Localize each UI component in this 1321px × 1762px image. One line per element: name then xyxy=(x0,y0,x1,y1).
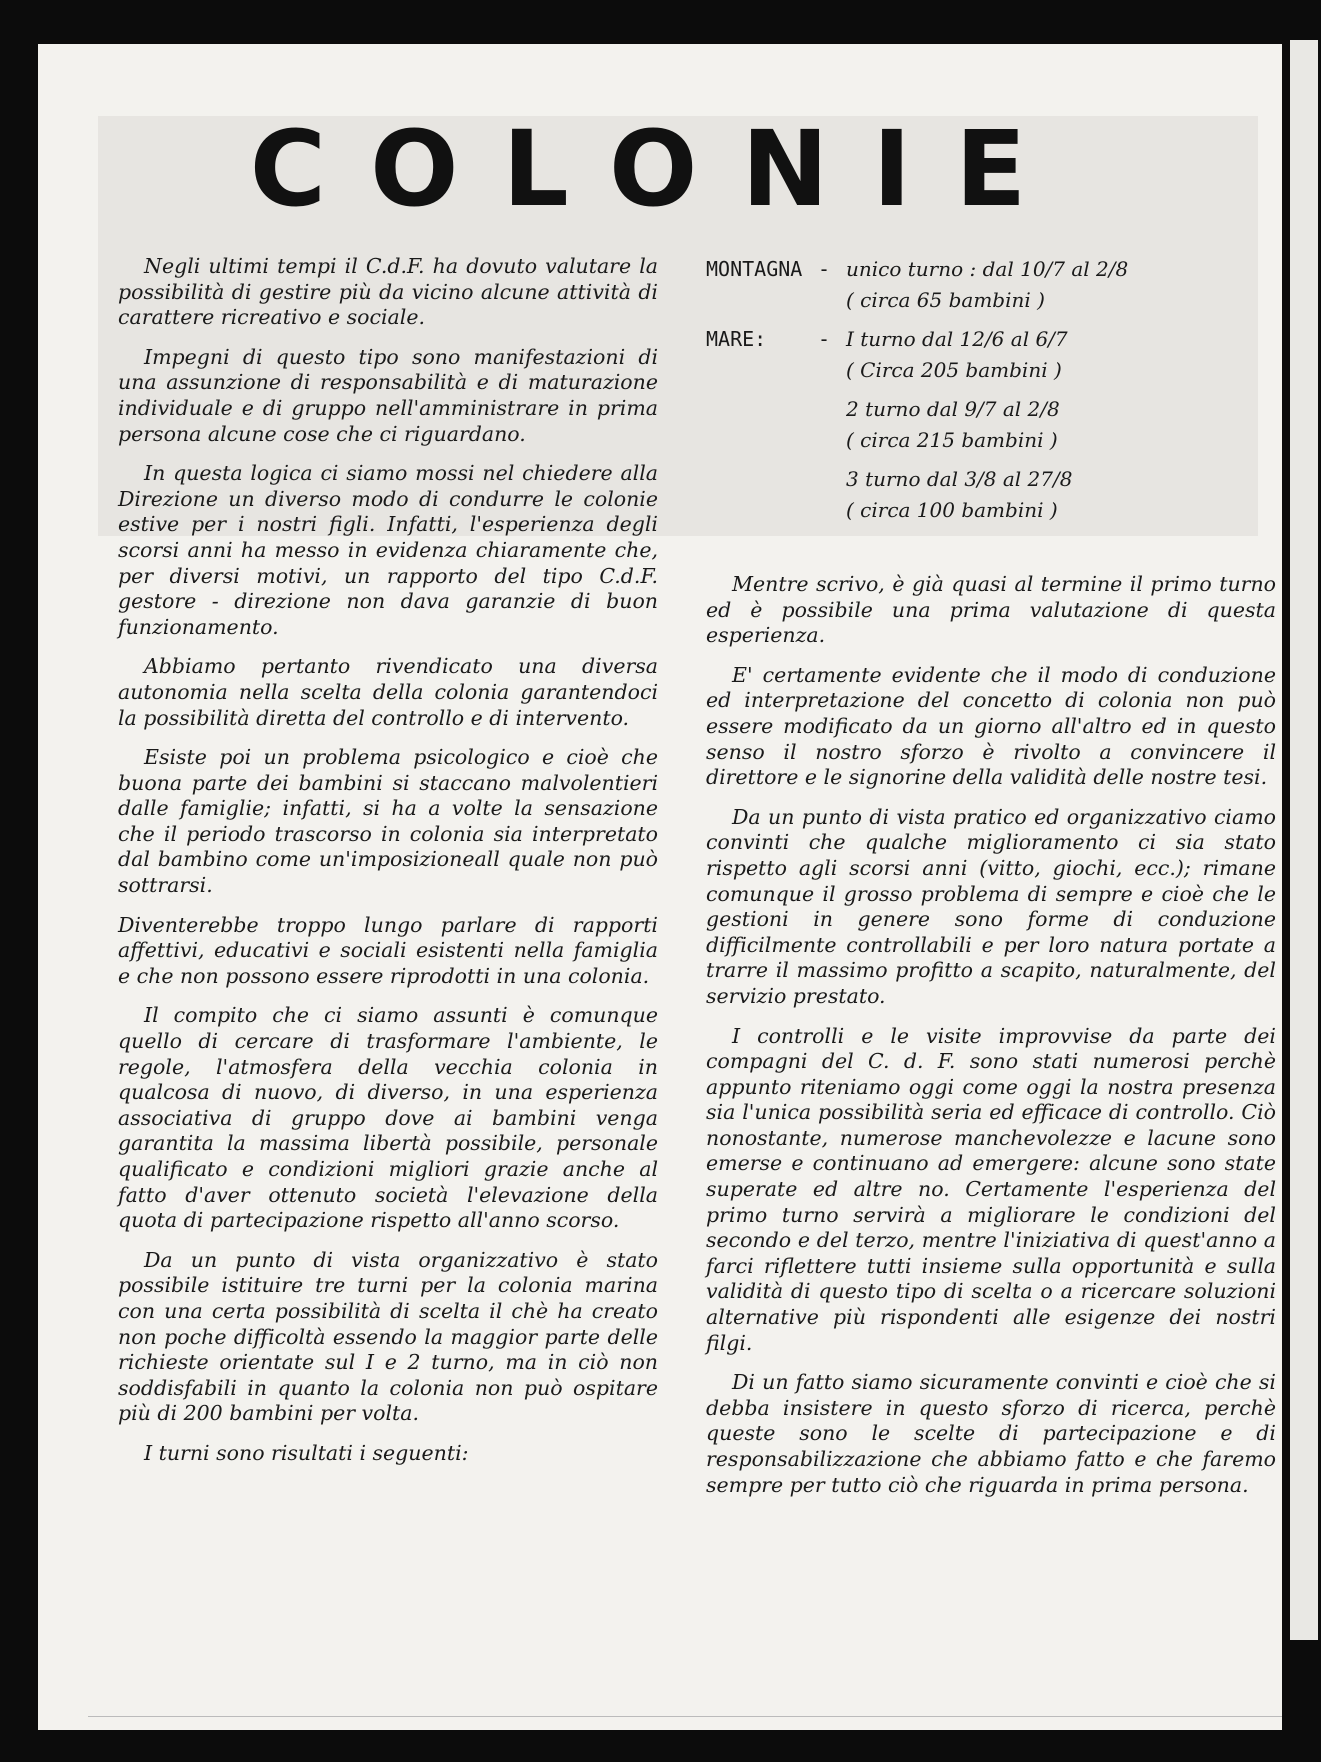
schedule-detail: 3 turno dal 3/8 al 27/8 xyxy=(846,467,1073,491)
paragraph: I controlli e le visite improvvise da parte dei compagni del C. d. F. sono stati numerosi perchè appunto riteniamo oggi come oggi la nostra presenza sia l'unica possibilità seria ed efficace di controllo. Ciò nonostante, numerose manchevolezze e lacune sono emerse e continuano ad emergere: alcune sono state superate ed altre no. Certamente l'esperienza del primo turno servirà a migliorare le condizioni del secondo e del terzo, mentre l'iniziativa di quest'anno a farci riflettere tutti insieme sulla opportunità e sulla validità di questo tipo di scelta o a ricercare soluzioni alternative più rispondenti alle esigenze dei nostri filgi. xyxy=(706,1023,1276,1355)
schedule-detail: 2 turno dal 9/7 al 2/8 xyxy=(846,397,1060,421)
paragraph: In questa logica ci siamo mossi nel chiedere alla Direzione un diverso modo di condurre le colonie estive per i nostri figli. Infatti, l'esperienza degli scorsi anni ha messo in evidenza chiaramente che, per diversi motivi, un rapporto del tipo C.d.F. gestore - direzione non dava garanzie di buon funzionamento. xyxy=(118,461,658,639)
turni-schedule: MONTAGNA - unico turno : dal 10/7 al 2/8 ( circa 65 bambini ) MARE: - I turno dal 12/6 al 6/7 ( Circa 205 bambini ) 2 turno dal 9/7 al 2/8 ( circa 215 bambini ) 3 turno dal 3/8 al 27/8 ( circa 100 bambini ) xyxy=(706,254,1276,526)
schedule-detail: I turno dal 12/6 al 6/7 xyxy=(846,327,1068,351)
schedule-detail: unico turno : dal 10/7 al 2/8 xyxy=(846,257,1129,281)
paragraph: Esiste poi un problema psicologico e cioè che buona parte dei bambini si staccano malvolentieri dalle famiglie; infatti, si ha a volte la sensazione che il periodo trascorso in colonia sia interpretato dal bambino come un'imposizioneall quale non può sottrarsi. xyxy=(118,745,658,898)
document-page xyxy=(38,44,1282,1730)
paragraph: E' certamente evidente che il modo di conduzione ed interpretazione del concetto di colonia non può essere modificato da un giorno all'altro ed in questo senso il nostro sforzo è rivolto a convincere il direttore e le signorine della validità delle nostre tesi. xyxy=(706,662,1276,790)
schedule-label: MONTAGNA xyxy=(706,257,803,281)
paragraph: Di un fatto siamo sicuramente convinti e cioè che si debba insistere in questo sforzo di ricerca, perchè queste sono le scelte di partecipazione e di responsabilizzazione che abbiamo fatto e che faremo sempre per tutto ciò che riguarda in prima persona. xyxy=(706,1370,1276,1497)
paragraph: I turni sono risultati i seguenti: xyxy=(144,1440,469,1465)
paragraph: Negli ultimi tempi il C.d.F. ha dovuto valutare la possibilità di gestire più da vicino alcune attività di carattere ricreativo e sociale. xyxy=(118,254,658,330)
paragraph: Il compito che ci siamo assunti è comunque quello di cercare di trasformare l'ambiente, le regole, l'atmosfera della vecchia colonia in qualcosa di nuovo, di diverso, in una esperienza associativa di gruppo dove ai bambini venga garantita la massima libertà possibile, personale qualificato e condizioni migliori grazie anche al fatto d'aver ottenuto società l'elevazione della quota di partecipazione rispetto all'anno scorso. xyxy=(118,1003,658,1233)
paragraph: Diventerebbe troppo lungo parlare di rapporti affettivi, educativi e sociali esistenti nella famiglia e che non possono essere riprodotti in una colonia. xyxy=(118,912,658,988)
left-column xyxy=(118,254,658,1481)
paragraph: Impegni di questo tipo sono manifestazioni di una assunzione di responsabilità e di maturazione individuale e di gruppo nell'amministrare in prima persona alcune cose che ci riguardano. xyxy=(118,344,658,446)
paragraph: Mentre scrivo, è già quasi al termine il primo turno ed è possibile una prima valutazione di questa esperienza. xyxy=(706,572,1276,648)
page-bottom-rule xyxy=(88,1716,1282,1717)
schedule-label: MARE: xyxy=(706,327,767,351)
schedule-count: ( circa 215 bambini ) xyxy=(846,428,1058,452)
page-title: COLONIE xyxy=(249,108,1071,230)
schedule-count: ( circa 65 bambini ) xyxy=(846,288,1045,312)
paragraph: Da un punto di vista organizzativo è stato possibile istituire tre turni per la colonia marina con una certa possibilità di scelta il chè ha creato non poche difficoltà essendo la maggior parte delle richieste orientate sul I e 2 turno, ma in ciò non soddisfabili in quanto la colonia non può ospitare più di 200 bambini per volta. xyxy=(118,1247,658,1426)
schedule-count: ( Circa 205 bambini ) xyxy=(846,358,1062,382)
adjacent-page-edge xyxy=(1290,40,1318,1640)
right-column xyxy=(706,254,1276,1512)
paragraph: Da un punto di vista pratico ed organizzativo ciamo convinti che qualche miglioramento ci sia stato rispetto agli scorsi anni (vitto, giochi, ecc.); rimane comunque il grosso problema di sempre e cioè che le gestioni in genere sono forme di conduzione difficilmente controllabili e per loro natura portate a trarre il massimo profitto a scapito, naturalmente, del servizio prestato. xyxy=(706,804,1276,1008)
schedule-count: ( circa 100 bambini ) xyxy=(846,498,1058,522)
paragraph: Abbiamo pertanto rivendicato una diversa autonomia nella scelta della colonia garantendoci la possibilità diretta del controllo e di intervento. xyxy=(118,654,658,730)
